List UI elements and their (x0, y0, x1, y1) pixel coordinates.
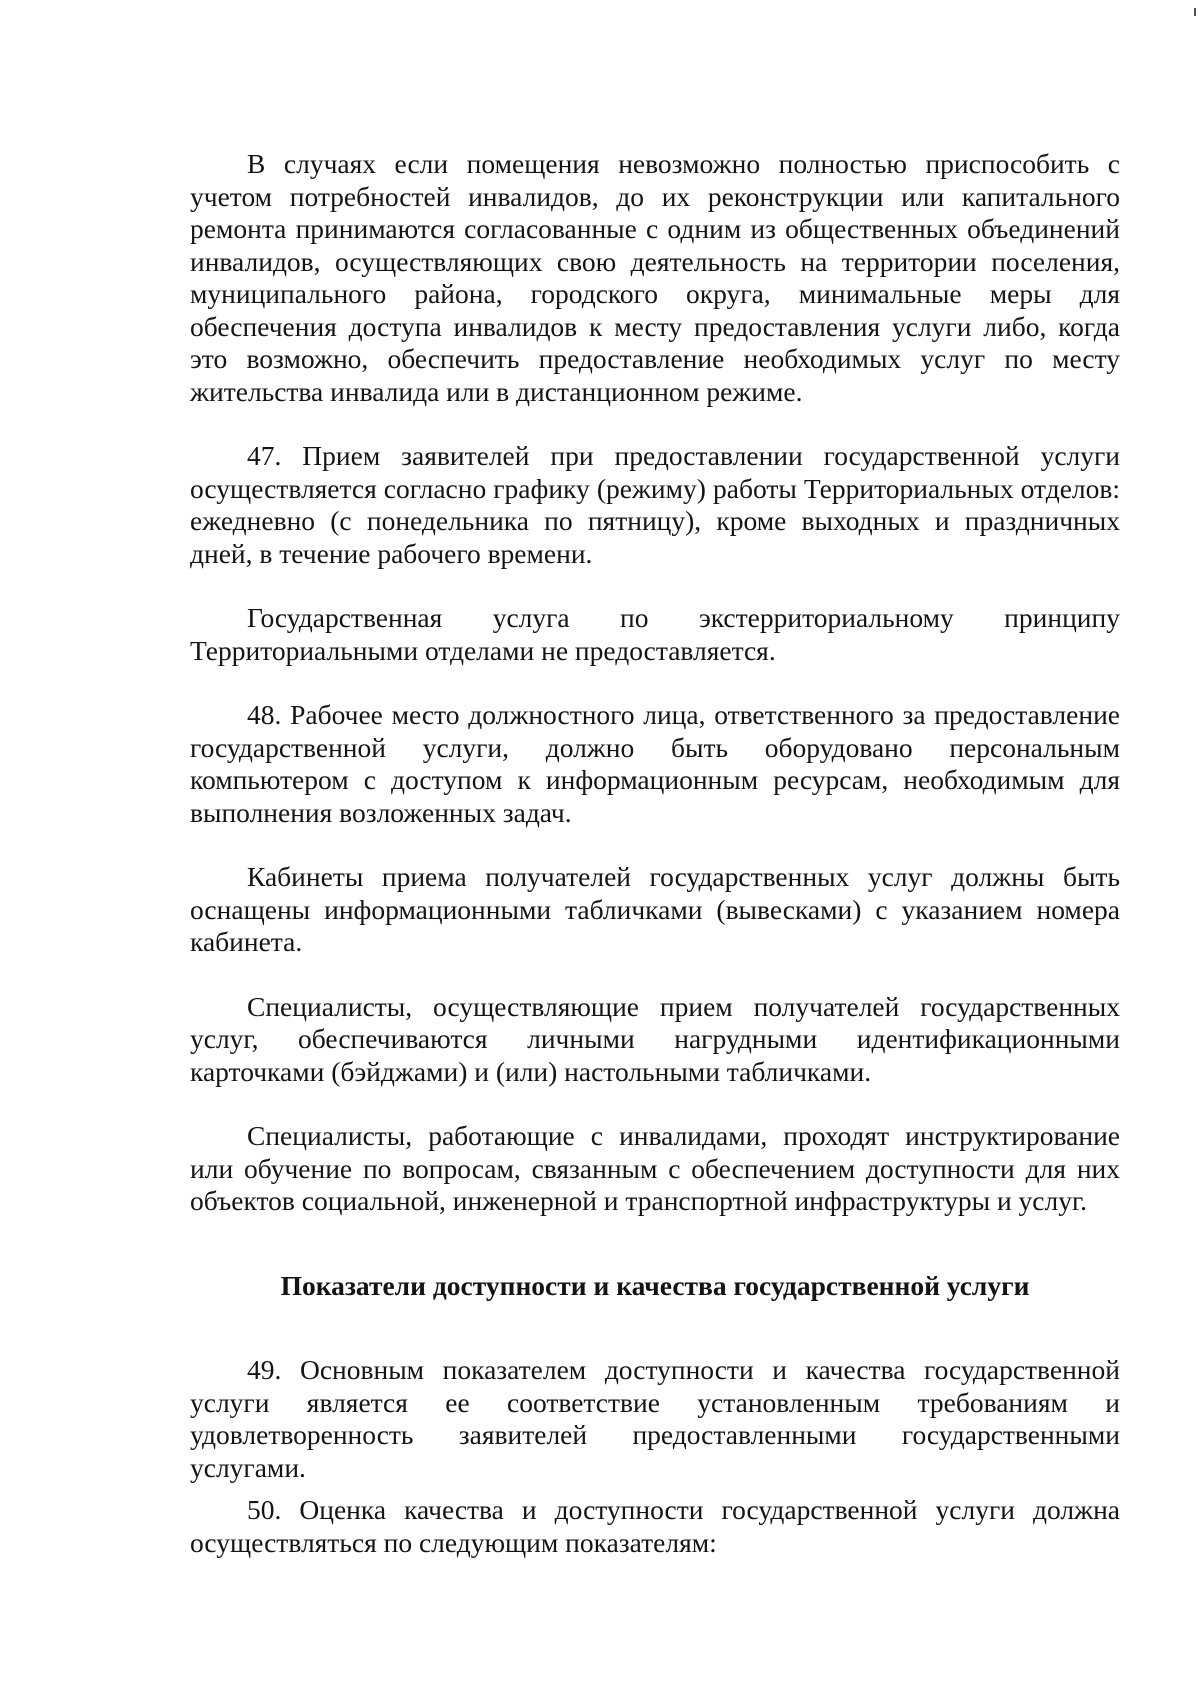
paragraph-office-signs: Кабинеты приема получателей государственных услуг должны быть оснащены информационными табличками (вывесками) с указанием номера кабинета. (190, 861, 1120, 957)
paragraph-49-main-indicator: 49. Основным показателем доступности и качества государственной услуги является ее соответствие установленным требованиям и удовлетворенность заявителей предоставленными государственными услугами. (190, 1354, 1120, 1483)
section-heading: Показатели доступности и качества государственной услуги (280, 1269, 1030, 1301)
scan-mark (1194, 8, 1196, 16)
paragraph-accessibility-measures: В случаях если помещения невозможно полностью приспособить с учетом потребностей инвалидов, до их реконструкции или капитального ремонта принимаются согласованные с одним из общественных объединений инвалидов, осуществляющих свою деятельность на территории поселения, муниципального района, городского округа, минимальные меры для обеспечения доступа инвалидов к месту предоставления услуги либо, когда это возможно, обеспечить предоставление необходимых услуг по месту жительства инвалида или в дистанционном режиме. (190, 148, 1120, 407)
paragraph-specialist-badges: Специалисты, осуществляющие прием получателей государственных услуг, обеспечиваются личными нагрудными идентификационными карточками (бэйджами) и (или) настольными табличками. (190, 990, 1120, 1087)
paragraph-extraterritorial: Государственная услуга по экстерриториальному принципу Территориальными отделами не предоставляется. (190, 602, 1120, 666)
paragraph-48-workplace: 48. Рабочее место должностного лица, ответственного за предоставление государственной услуги, должно быть оборудовано персональным компьютером с доступом к информационным ресурсам, необходимым для выполнения возложенных задач. (190, 699, 1120, 828)
paragraph-specialist-training: Специалисты, работающие с инвалидами, проходят инструктирование или обучение по вопросам, связанным с обеспечением доступности для них объектов социальной, инженерной и транспортной инфраструктуры и услуг. (190, 1120, 1120, 1216)
document-body (190, 148, 1120, 1559)
paragraph-50-quality-assessment: 50. Оценка качества и доступности государственной услуги должна осуществляться по следующим показателям: (190, 1494, 1120, 1558)
paragraph-47-reception-schedule: 47. Прием заявителей при предоставлении государственной услуги осуществляется согласно графику (режиму) работы Территориальных отделов: ежедневно (с понедельника по пятницу), кроме выходных и праздничных дней, в течение рабочего времени. (190, 440, 1120, 569)
